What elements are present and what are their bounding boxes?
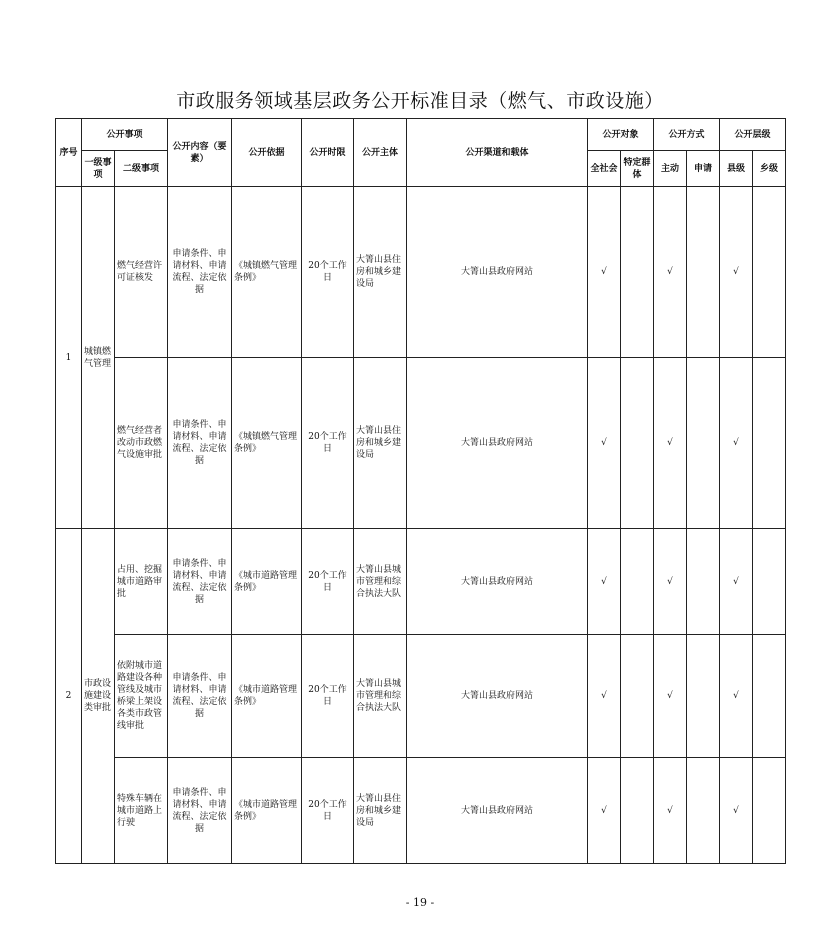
county-cell: √: [720, 758, 753, 864]
active-cell: √: [654, 529, 687, 635]
time-cell: 20个工作日: [302, 635, 354, 758]
header-items: 公开事项: [82, 119, 168, 151]
basis-cell: 《城市道路管理条例》: [232, 529, 302, 635]
header-target: 公开对象: [588, 119, 654, 151]
society-cell: √: [588, 758, 621, 864]
township-cell: [753, 187, 786, 358]
active-cell: √: [654, 758, 687, 864]
township-cell: [753, 635, 786, 758]
time-cell: 20个工作日: [302, 758, 354, 864]
level2-cell: 依附城市道路建设各种管线及城市桥梁上架设各类市政管线审批: [115, 635, 168, 758]
active-cell: √: [654, 187, 687, 358]
township-cell: [753, 358, 786, 529]
level2-cell: 燃气经营许可证核发: [115, 187, 168, 358]
specific-cell: [621, 635, 654, 758]
header-method: 公开方式: [654, 119, 720, 151]
content-cell: 申请条件、申请材料、申请流程、法定依据: [168, 187, 232, 358]
township-cell: [753, 529, 786, 635]
header-township: 乡级: [753, 151, 786, 187]
seq-cell: 1: [56, 187, 82, 529]
apply-cell: [687, 358, 720, 529]
apply-cell: [687, 529, 720, 635]
channel-cell: 大箐山县政府网站: [407, 358, 588, 529]
channel-cell: 大箐山县政府网站: [407, 758, 588, 864]
page-number: - 19 -: [405, 896, 435, 909]
header-county: 县级: [720, 151, 753, 187]
county-cell: √: [720, 529, 753, 635]
channel-cell: 大箐山县政府网站: [407, 635, 588, 758]
basis-cell: 《城市道路管理条例》: [232, 635, 302, 758]
header-society: 全社会: [588, 151, 621, 187]
header-level1: 一级事项: [82, 151, 115, 187]
time-cell: 20个工作日: [302, 358, 354, 529]
content-cell: 申请条件、申请材料、申请流程、法定依据: [168, 758, 232, 864]
subject-cell: 大箐山县住房和城乡建设局: [354, 187, 407, 358]
header-specific: 特定群体: [621, 151, 654, 187]
active-cell: √: [654, 635, 687, 758]
seq-cell: 2: [56, 529, 82, 864]
subject-cell: 大箐山县城市管理和综合执法大队: [354, 635, 407, 758]
header-level2: 二级事项: [115, 151, 168, 187]
subject-cell: 大箐山县住房和城乡建设局: [354, 358, 407, 529]
apply-cell: [687, 758, 720, 864]
township-cell: [753, 758, 786, 864]
header-seq: 序号: [56, 119, 82, 187]
content-cell: 申请条件、申请材料、申请流程、法定依据: [168, 529, 232, 635]
society-cell: √: [588, 358, 621, 529]
header-subject: 公开主体: [354, 119, 407, 187]
page-title: 市政服务领域基层政务公开标准目录（燃气、市政设施）: [176, 90, 664, 112]
subject-cell: 大箐山县住房和城乡建设局: [354, 758, 407, 864]
channel-cell: 大箐山县政府网站: [407, 529, 588, 635]
header-apply: 申请: [687, 151, 720, 187]
active-cell: √: [654, 358, 687, 529]
apply-cell: [687, 635, 720, 758]
table-row: [56, 758, 786, 864]
table-row: [56, 529, 786, 635]
table-row: [56, 358, 786, 529]
level2-cell: 占用、挖掘城市道路审批: [115, 529, 168, 635]
header-time: 公开时限: [302, 119, 354, 187]
table-row: [56, 635, 786, 758]
channel-cell: 大箐山县政府网站: [407, 187, 588, 358]
content-cell: 申请条件、申请材料、申请流程、法定依据: [168, 635, 232, 758]
basis-cell: 《城镇燃气管理条例》: [232, 187, 302, 358]
level2-cell: 燃气经营者改动市政燃气设施审批: [115, 358, 168, 529]
apply-cell: [687, 187, 720, 358]
county-cell: √: [720, 358, 753, 529]
society-cell: √: [588, 529, 621, 635]
society-cell: √: [588, 187, 621, 358]
time-cell: 20个工作日: [302, 187, 354, 358]
header-basis: 公开依据: [232, 119, 302, 187]
society-cell: √: [588, 635, 621, 758]
level2-cell: 特殊车辆在城市道路上行驶: [115, 758, 168, 864]
specific-cell: [621, 529, 654, 635]
basis-cell: 《城市道路管理条例》: [232, 758, 302, 864]
specific-cell: [621, 358, 654, 529]
level1-cell: 市政设施建设类审批: [82, 529, 115, 864]
header-active: 主动: [654, 151, 687, 187]
table-row: [56, 187, 786, 358]
time-cell: 20个工作日: [302, 529, 354, 635]
level1-cell: 城镇燃气管理: [82, 187, 115, 529]
header-content: 公开内容（要素）: [168, 119, 232, 187]
subject-cell: 大箐山县城市管理和综合执法大队: [354, 529, 407, 635]
basis-cell: 《城镇燃气管理条例》: [232, 358, 302, 529]
specific-cell: [621, 758, 654, 864]
specific-cell: [621, 187, 654, 358]
header-channel: 公开渠道和载体: [407, 119, 588, 187]
content-cell: 申请条件、申请材料、申请流程、法定依据: [168, 358, 232, 529]
county-cell: √: [720, 187, 753, 358]
catalog-table: [55, 118, 786, 864]
county-cell: √: [720, 635, 753, 758]
header-level: 公开层级: [720, 119, 786, 151]
